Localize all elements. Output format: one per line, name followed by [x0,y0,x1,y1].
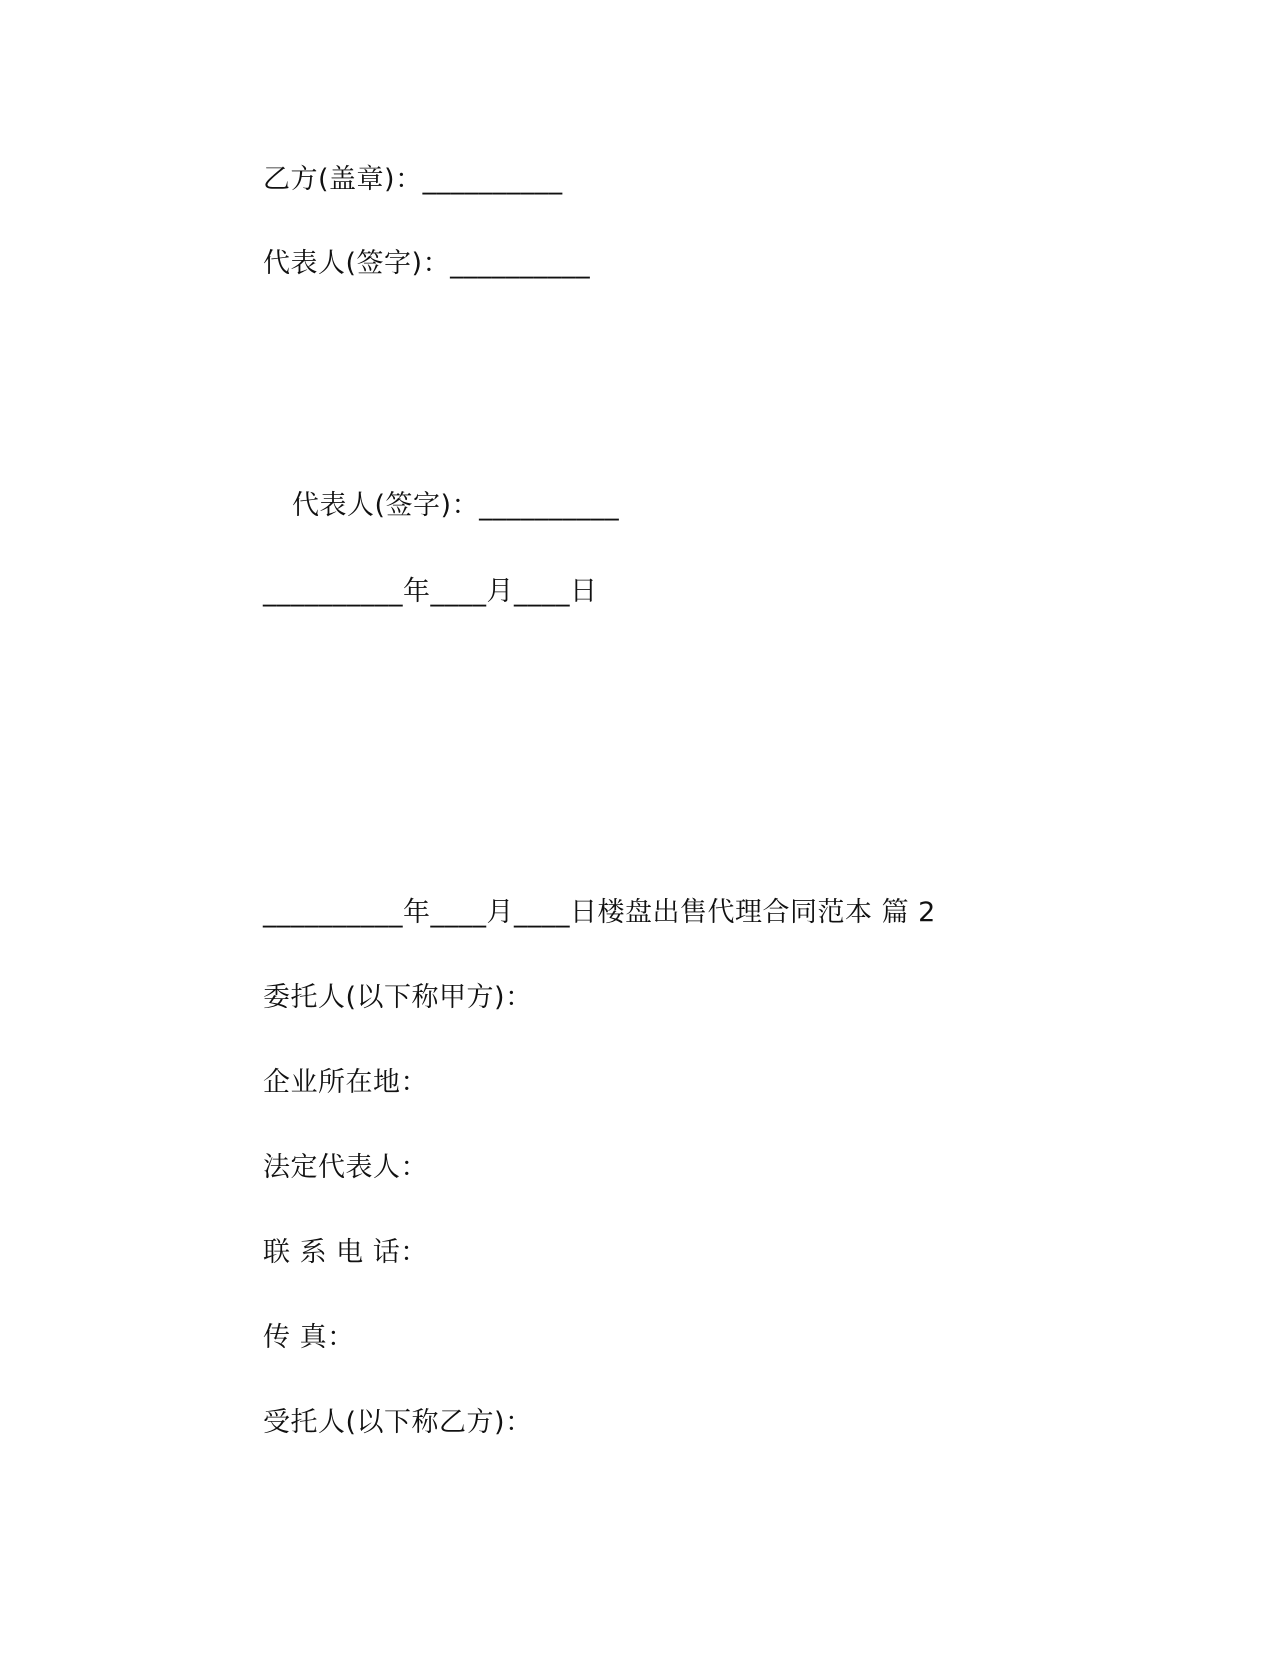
section-heading-line: __________年____月____日楼盘出售代理合同范本 篇 2 [263,897,936,928]
legal-representative-line: 法定代表人： [263,1152,428,1183]
principal-party-a-line: 委托人(以下称甲方)： [263,982,533,1013]
phone-line: 联 系 电 话： [263,1237,428,1268]
party-b-seal-line: 乙方(盖章)：__________ [263,164,563,195]
agent-party-b-line: 受托人(以下称乙方)： [263,1407,533,1438]
party-b-representative-signature-line: 代表人(签字)：__________ [263,248,591,279]
fax-line: 传 真： [263,1322,355,1353]
date-line: __________年____月____日 [263,576,598,607]
representative-signature-line: 代表人(签字)：__________ [292,490,620,521]
company-location-line: 企业所在地： [263,1067,428,1098]
